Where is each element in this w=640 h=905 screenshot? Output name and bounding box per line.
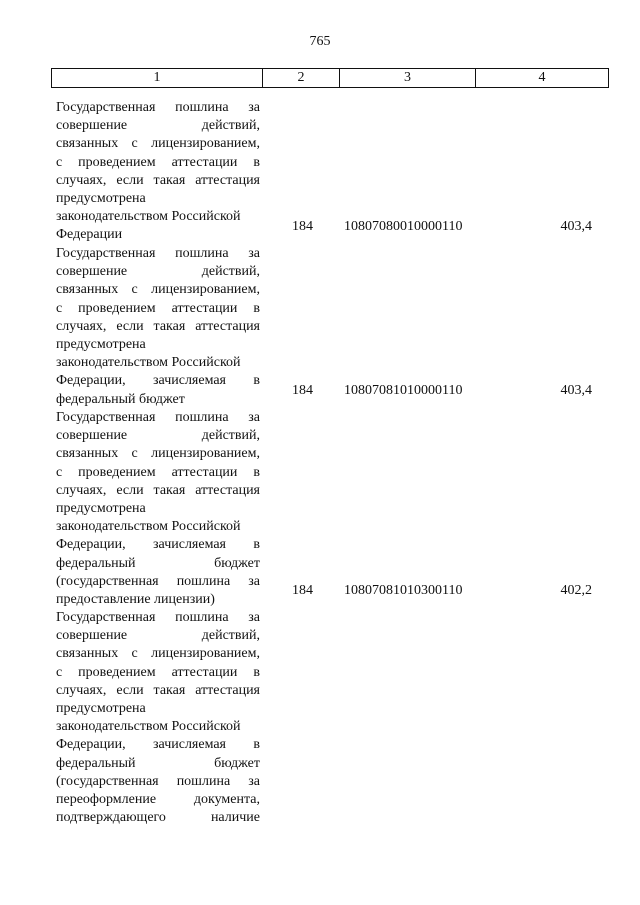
description-line: предусмотрена [56,337,146,353]
admin-code: 184 [292,583,313,598]
description-line: Федерации, зачисляемая в [56,537,260,553]
description-line: Государственная пошлина за [56,610,260,625]
description-line: совершение действий, [56,264,260,280]
description-line: с проведением аттестации в [56,664,260,680]
description-line: предусмотрена [56,191,146,207]
description-line: совершение действий, [56,118,260,134]
description-line: федеральный бюджет [56,391,185,407]
description-line: предусмотрена [56,501,146,517]
amount: 403,4 [560,219,592,234]
description-line: Федерации, зачисляемая в [56,737,260,753]
description-line: предусмотрена [56,701,146,717]
description-line: связанных с лицензированием, [56,136,260,152]
description-line: Федерации [56,227,123,243]
row-description [56,409,260,609]
description-line: законодательством Российской [56,519,241,535]
description-line: федеральный бюджет [56,555,260,571]
table-header-row [52,69,609,88]
description-line: совершение действий, [56,428,260,444]
budget-classification-code: 10807080010000110 [344,219,463,234]
description-line: связанных с лицензированием, [56,646,260,662]
column-header-3: 3 [340,69,476,88]
description-line: Государственная пошлина за [56,100,260,115]
description-line: с проведением аттестации в [56,300,260,316]
description-line: законодательством Российской [56,355,241,371]
description-line: связанных с лицензированием, [56,446,260,462]
amount: 402,2 [560,583,592,598]
description-line: Государственная пошлина за [56,246,260,261]
description-line: законодательством Российской [56,209,241,225]
amount: 403,4 [560,383,592,398]
column-header-4: 4 [476,69,609,88]
description-line: случаях, если такая аттестация [56,682,260,698]
column-header-2: 2 [263,69,340,88]
column-header-1: 1 [52,69,263,88]
description-line: случаях, если такая аттестация [56,172,260,188]
row-description [56,609,260,827]
row-description [56,245,260,409]
description-line: связанных с лицензированием, [56,282,260,298]
description-line: подтверждающего наличие [56,810,260,826]
description-line: совершение действий, [56,628,260,644]
description-line: с проведением аттестации в [56,154,260,170]
row-description [56,99,260,245]
admin-code: 184 [292,383,313,398]
description-line: предоставление лицензии) [56,592,215,608]
description-line: федеральный бюджет [56,755,260,771]
description-line: Государственная пошлина за [56,410,260,425]
table-header [51,68,609,88]
description-line: переоформление документа, [56,792,260,808]
description-line: законодательством Российской [56,719,241,735]
description-line: (государственная пошлина за [56,773,260,789]
admin-code: 184 [292,219,313,234]
description-line: случаях, если такая аттестация [56,482,260,498]
description-line: случаях, если такая аттестация [56,318,260,334]
description-line: (государственная пошлина за [56,573,260,589]
description-line: Федерации, зачисляемая в [56,373,260,389]
budget-classification-code: 10807081010300110 [344,583,463,598]
description-line: с проведением аттестации в [56,464,260,480]
page-number: 765 [309,34,331,49]
budget-classification-code: 10807081010000110 [344,383,463,398]
